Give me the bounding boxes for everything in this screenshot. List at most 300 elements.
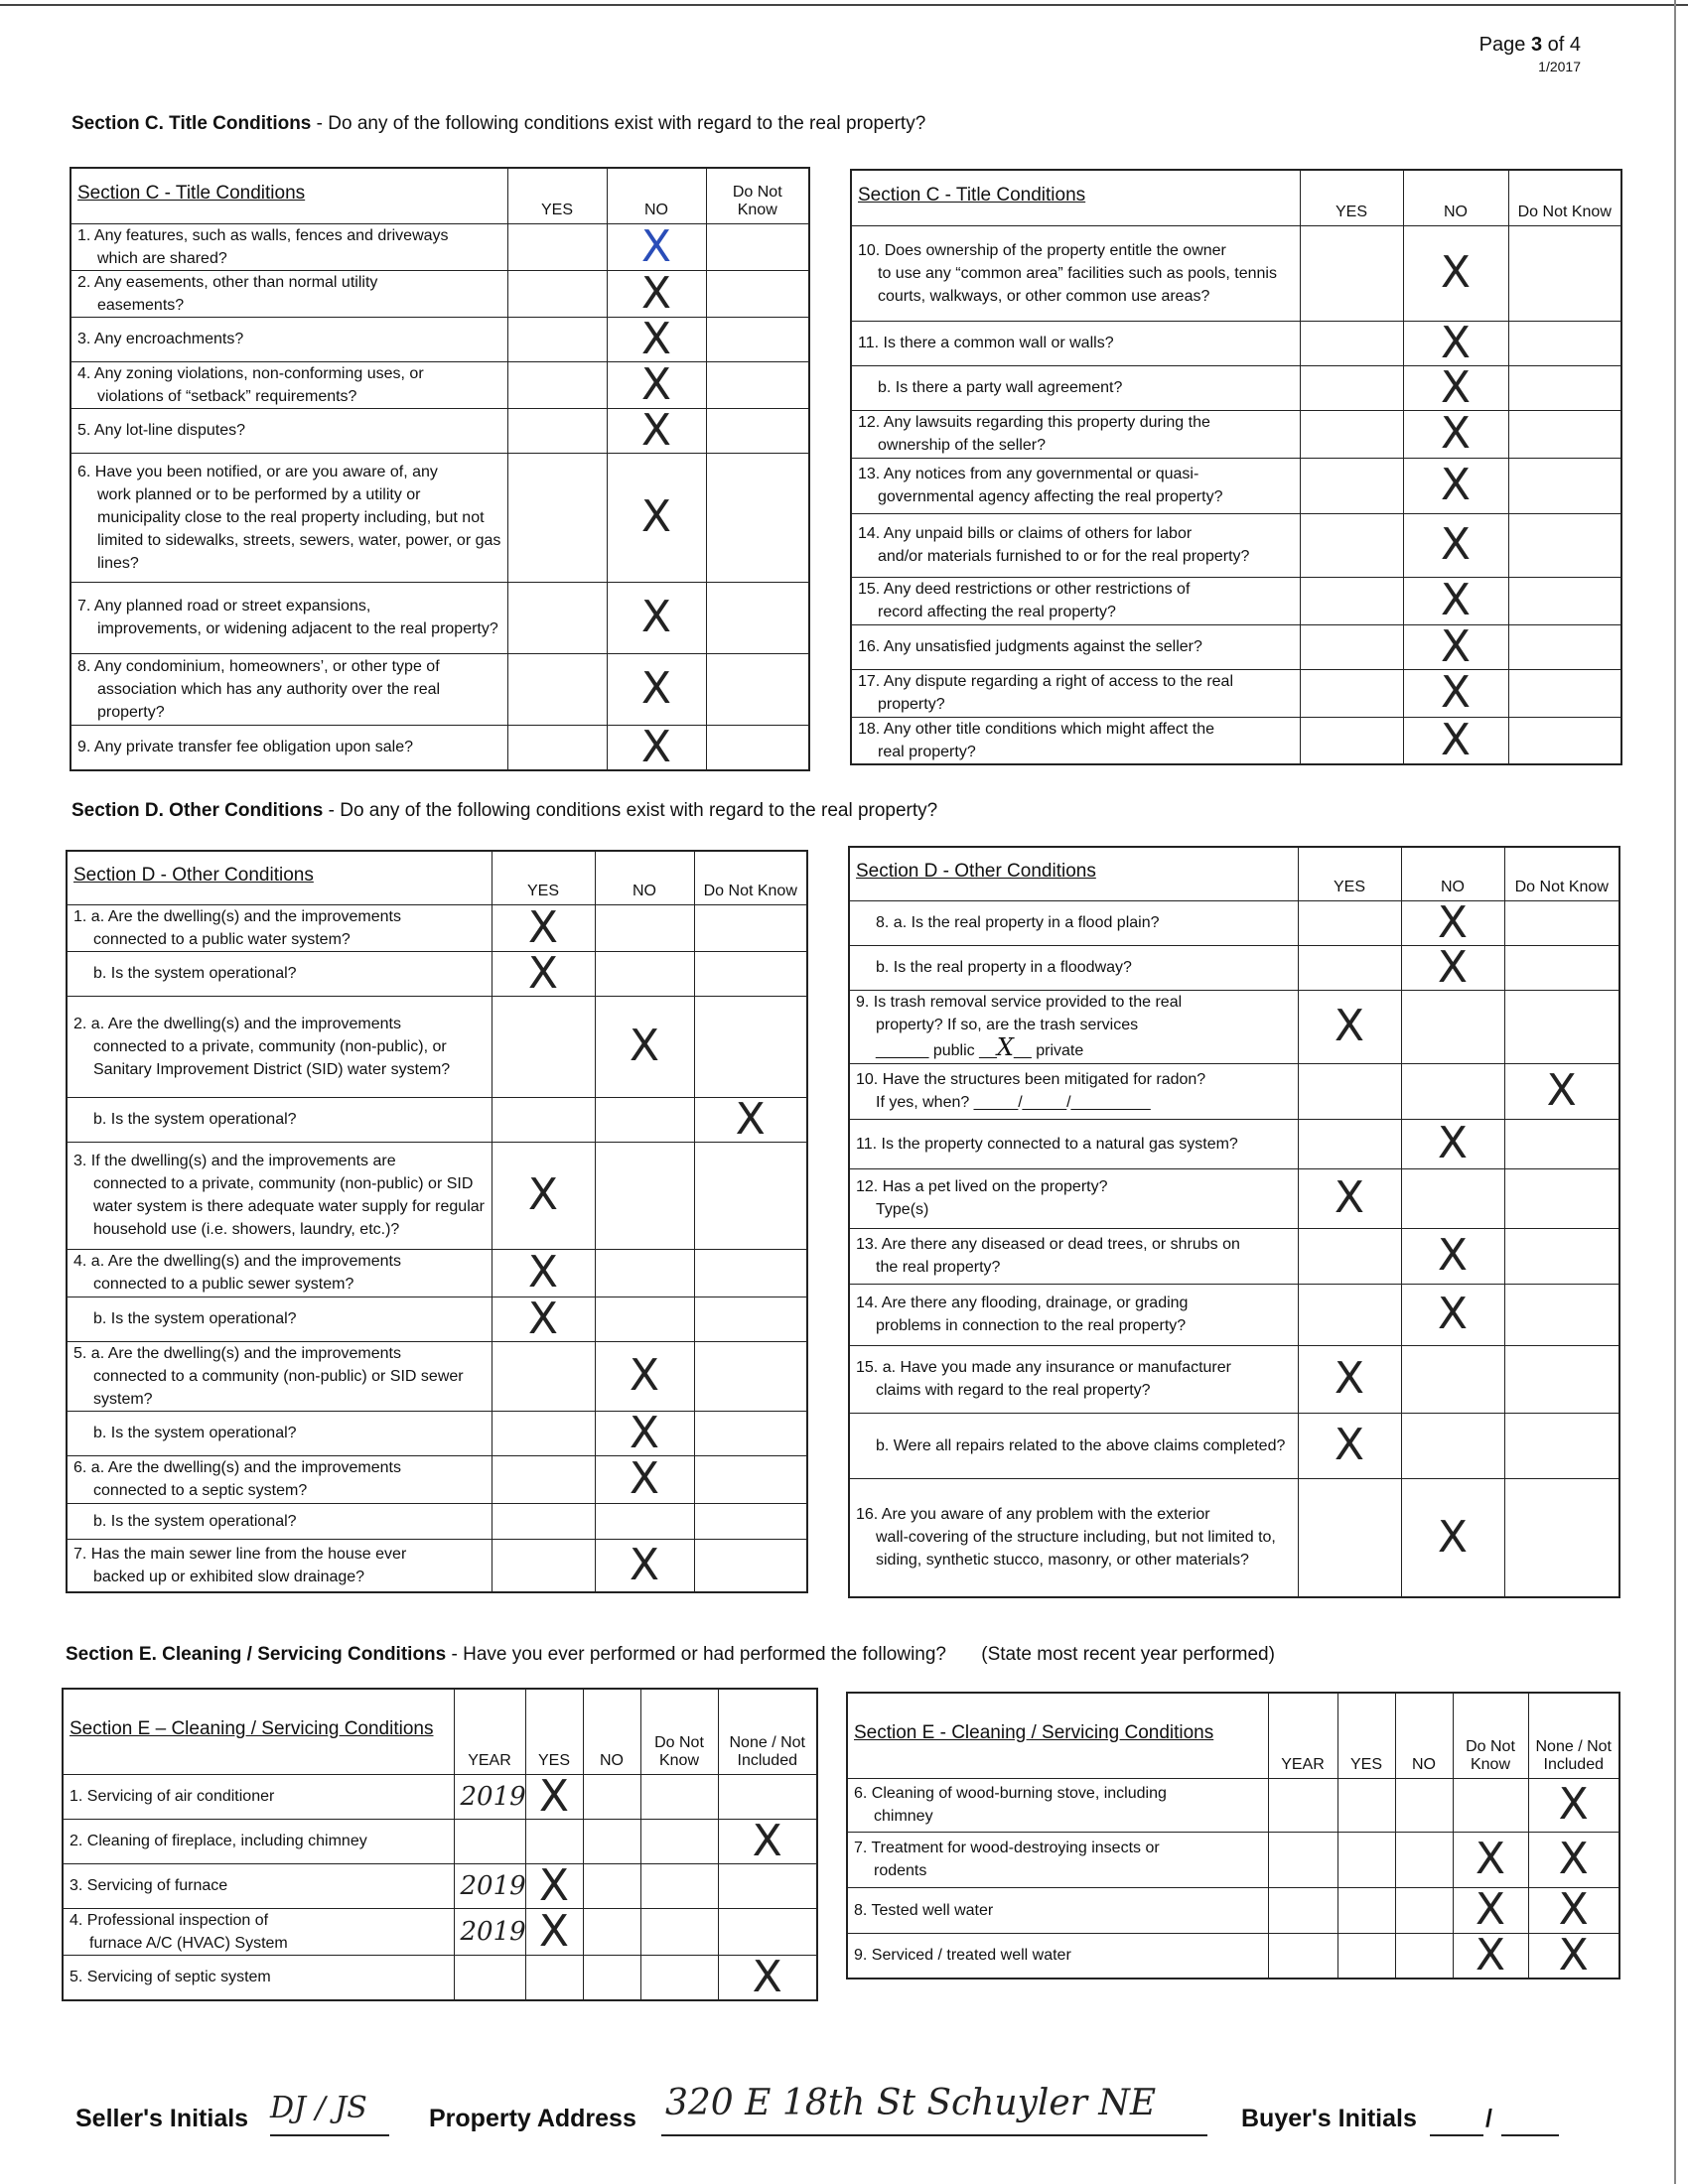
question-continuation: b. Were all repairs related to the above claims completed?	[876, 1436, 1286, 1454]
question-number-line: 3. Any encroachments?	[77, 331, 244, 347]
question-number-line: 16. Are you aware of any problem with the exterior	[856, 1506, 1210, 1524]
dnk-cell[interactable]	[706, 725, 809, 770]
none-cell[interactable]	[718, 1863, 817, 1908]
year-cell[interactable]	[1268, 1933, 1337, 1979]
question-cell	[63, 1819, 454, 1863]
dnk-cell[interactable]	[640, 1819, 718, 1863]
dnk-cell[interactable]	[1504, 1063, 1619, 1119]
no-cell[interactable]	[607, 313, 706, 364]
yes-cell[interactable]	[492, 947, 595, 999]
page-header	[1479, 34, 1581, 74]
table-header-yes: YES	[1337, 1693, 1395, 1778]
table-header-question: Section C - Title Conditions	[70, 168, 507, 223]
year-cell[interactable]: 2019	[454, 1908, 525, 1955]
no-cell[interactable]	[583, 1819, 640, 1863]
no-cell[interactable]	[595, 1503, 694, 1539]
no-cell[interactable]	[607, 653, 706, 725]
year-cell[interactable]	[1268, 1778, 1337, 1832]
yes-cell[interactable]	[1298, 1345, 1401, 1413]
year-cell[interactable]: 2019	[454, 1863, 525, 1908]
question-number-line: 13. Any notices from any governmental or quasi-	[858, 466, 1199, 482]
trash-private-mark[interactable]: X	[996, 1033, 1014, 1061]
none-cell[interactable]	[1528, 1832, 1619, 1887]
table-row	[851, 577, 1621, 624]
question-continuation: connected to a community (non-public) or SID sewer system?	[93, 1367, 464, 1408]
no-cell[interactable]	[607, 404, 706, 456]
question-number-line: 4. Any zoning violations, non-conforming uses, or	[77, 364, 424, 382]
no-cell[interactable]	[583, 1955, 640, 2000]
none-cell[interactable]	[1528, 1884, 1619, 1935]
check-mark: X	[629, 1453, 660, 1504]
question-cell	[847, 1832, 1268, 1887]
question-number-line: 9. Any private transfer fee obligation upon sale?	[77, 739, 413, 755]
year-cell[interactable]	[454, 1819, 525, 1863]
property-address-value: 320 E 18th St Schuyler NE	[665, 2083, 1157, 2123]
dnk-cell[interactable]	[1504, 1168, 1619, 1228]
yes-cell[interactable]	[525, 1905, 583, 1957]
dnk-cell[interactable]	[1508, 410, 1621, 458]
dnk-cell[interactable]	[706, 582, 809, 653]
no-cell[interactable]	[1395, 1933, 1453, 1979]
yes-cell[interactable]	[1298, 990, 1401, 1063]
question-continuation: connected to a public sewer system?	[93, 1276, 354, 1293]
yes-cell[interactable]	[1300, 669, 1403, 717]
dnk-cell[interactable]	[1508, 225, 1621, 321]
question-continuation: Type(s)	[876, 1201, 929, 1218]
no-cell[interactable]	[1401, 1168, 1504, 1228]
check-mark: X	[1440, 460, 1472, 510]
no-cell[interactable]	[1403, 714, 1508, 765]
dnk-cell[interactable]	[1504, 1284, 1619, 1345]
dnk-cell[interactable]	[1504, 1228, 1619, 1284]
question-cell	[851, 321, 1300, 365]
dnk-cell[interactable]	[1508, 624, 1621, 669]
dnk-cell[interactable]	[706, 361, 809, 408]
yes-cell[interactable]	[507, 317, 607, 361]
table-header-no: NO	[595, 851, 694, 904]
dnk-cell[interactable]	[640, 1774, 718, 1819]
question-continuation: 8. a. Is the real property in a flood plain?	[876, 914, 1160, 931]
question-continuation: association which has any authority over the real property?	[97, 680, 441, 721]
question-cell	[849, 1063, 1298, 1119]
no-cell[interactable]	[1403, 458, 1508, 513]
check-mark: X	[629, 1539, 660, 1590]
question-cell	[70, 223, 507, 270]
yes-cell[interactable]	[507, 725, 607, 770]
question-cell	[851, 410, 1300, 458]
question-continuation: connected to a private, community (non-public), or Sanitary Improvement District (SID) water system?	[93, 1037, 451, 1078]
no-cell[interactable]	[607, 220, 706, 272]
table-header-dnk: Do Not Know	[1453, 1693, 1528, 1778]
no-cell[interactable]	[607, 358, 706, 410]
no-cell[interactable]	[595, 1539, 694, 1592]
section-c-right-table	[850, 169, 1622, 765]
check-mark: X	[527, 1169, 559, 1220]
no-cell[interactable]	[595, 996, 694, 1097]
yes-cell[interactable]	[1337, 1778, 1395, 1832]
yes-cell[interactable]	[1337, 1933, 1395, 1979]
yes-cell[interactable]	[1298, 1413, 1401, 1478]
yes-cell[interactable]	[1298, 1119, 1401, 1168]
question-continuation: b. Is the system operational?	[93, 965, 297, 982]
yes-cell[interactable]	[1300, 624, 1403, 669]
yes-cell[interactable]	[507, 270, 607, 317]
dnk-cell[interactable]	[1508, 717, 1621, 764]
question-continuation: property? If so, are the trash services	[876, 1017, 1139, 1033]
none-cell[interactable]	[718, 1908, 817, 1955]
question-cell	[849, 1478, 1298, 1597]
no-cell[interactable]	[1403, 669, 1508, 717]
dnk-cell[interactable]	[694, 1341, 807, 1411]
yes-cell[interactable]	[1298, 1063, 1401, 1119]
dnk-cell[interactable]	[1453, 1832, 1528, 1887]
no-cell[interactable]	[595, 1455, 694, 1503]
no-cell[interactable]	[1403, 225, 1508, 321]
check-mark: X	[1437, 1289, 1469, 1339]
table-row	[67, 1142, 807, 1249]
question-cell	[67, 996, 492, 1097]
table-row	[70, 725, 809, 770]
yes-cell[interactable]	[507, 653, 607, 725]
question-continuation: real property?	[878, 743, 976, 760]
table-header-none: None / Not Included	[718, 1689, 817, 1774]
table-row	[849, 1063, 1619, 1119]
dnk-cell[interactable]	[694, 1093, 807, 1145]
no-cell[interactable]	[595, 951, 694, 996]
dnk-cell[interactable]	[1453, 1884, 1528, 1935]
dnk-cell[interactable]	[706, 408, 809, 453]
yes-cell[interactable]	[1337, 1887, 1395, 1933]
none-cell[interactable]	[718, 1815, 817, 1866]
year-cell[interactable]	[1268, 1832, 1337, 1887]
dnk-cell[interactable]	[1453, 1929, 1528, 1980]
question-number-line: 13. Are there any diseased or dead trees, or shrubs on	[856, 1236, 1240, 1253]
no-cell[interactable]	[1395, 1832, 1453, 1887]
yes-cell[interactable]	[1300, 513, 1403, 577]
question-cell	[67, 1297, 492, 1341]
question-number-line: 9. Serviced / treated well water	[854, 1947, 1071, 1965]
question-cell	[67, 1411, 492, 1455]
no-cell[interactable]	[1403, 361, 1508, 413]
dnk-cell[interactable]	[706, 317, 809, 361]
dnk-cell[interactable]	[1508, 513, 1621, 577]
dnk-cell[interactable]	[1504, 900, 1619, 945]
check-mark: X	[629, 1021, 660, 1071]
yes-cell[interactable]	[1300, 458, 1403, 513]
dnk-cell[interactable]	[1504, 1345, 1619, 1413]
yes-cell[interactable]	[1298, 945, 1401, 990]
question-cell	[849, 900, 1298, 945]
yes-cell[interactable]	[507, 408, 607, 453]
yes-cell[interactable]	[1298, 900, 1401, 945]
seller-initials-line	[270, 2134, 389, 2136]
table-header-dnk: Do Not Know	[694, 851, 807, 904]
table-row	[63, 1863, 817, 1908]
trash-public-blank[interactable]: ______	[876, 1042, 929, 1059]
no-cell[interactable]	[595, 1341, 694, 1411]
dnk-cell[interactable]	[1508, 577, 1621, 624]
table-row	[851, 365, 1621, 410]
dnk-cell[interactable]	[1453, 1778, 1528, 1832]
yes-cell[interactable]	[507, 361, 607, 408]
question-number-line: 7. Has the main sewer line from the house ever	[73, 1545, 407, 1563]
no-cell[interactable]	[595, 1249, 694, 1297]
table-row	[851, 624, 1621, 669]
yes-cell[interactable]	[1300, 577, 1403, 624]
table-row	[70, 408, 809, 453]
no-cell[interactable]	[1403, 317, 1508, 368]
none-cell[interactable]	[1528, 1778, 1619, 1832]
check-mark: X	[1440, 714, 1472, 765]
check-mark: X	[1440, 667, 1472, 718]
dnk-cell[interactable]	[694, 1411, 807, 1455]
table-header-yes: YES	[492, 851, 595, 904]
question-number-line: 8. Tested well water	[854, 1901, 994, 1919]
check-mark: X	[1437, 1230, 1469, 1281]
dnk-cell[interactable]	[694, 996, 807, 1097]
yes-cell[interactable]	[1300, 321, 1403, 365]
yes-cell[interactable]	[492, 1293, 595, 1344]
question-cell	[851, 717, 1300, 764]
question-continuation: the real property?	[876, 1259, 1001, 1276]
dnk-cell[interactable]	[694, 1249, 807, 1297]
year-cell[interactable]	[1268, 1887, 1337, 1933]
yes-cell[interactable]	[1300, 410, 1403, 458]
yes-cell[interactable]	[1300, 365, 1403, 410]
year-cell[interactable]: 2019	[454, 1774, 525, 1819]
dnk-cell[interactable]	[694, 904, 807, 951]
yes-cell[interactable]	[492, 901, 595, 953]
yes-cell[interactable]	[492, 1097, 595, 1142]
dnk-cell[interactable]	[694, 1455, 807, 1503]
question-cell	[849, 1284, 1298, 1345]
check-mark: X	[1475, 1929, 1506, 1980]
check-mark: X	[1475, 1884, 1506, 1935]
yes-cell[interactable]	[525, 1859, 583, 1911]
none-cell[interactable]	[718, 1951, 817, 2002]
no-cell[interactable]	[607, 582, 706, 653]
dnk-cell[interactable]	[640, 1908, 718, 1955]
question-continuation: b. Is the real property in a floodway?	[876, 959, 1132, 976]
table-row	[847, 1832, 1619, 1887]
no-cell[interactable]	[607, 721, 706, 772]
table-row	[70, 317, 809, 361]
year-cell[interactable]	[454, 1955, 525, 2000]
question-cell	[67, 1142, 492, 1249]
dnk-cell[interactable]	[706, 653, 809, 725]
no-cell[interactable]	[1395, 1887, 1453, 1933]
yes-cell[interactable]	[507, 453, 607, 582]
seller-initials-label: Seller's Initials	[75, 2105, 249, 2132]
dnk-cell[interactable]	[1508, 458, 1621, 513]
no-cell[interactable]	[595, 1297, 694, 1341]
table-row	[847, 1778, 1619, 1832]
no-cell[interactable]	[1401, 941, 1504, 993]
question-number-line: 17. Any dispute regarding a right of access to the real	[858, 673, 1234, 690]
dnk-cell[interactable]	[1504, 945, 1619, 990]
question-number-line: 6. a. Are the dwelling(s) and the improvements	[73, 1459, 401, 1476]
dnk-cell[interactable]	[640, 1955, 718, 2000]
buyer-initials-line-1	[1430, 2134, 1483, 2136]
dnk-cell[interactable]	[1504, 990, 1619, 1063]
question-number-line: 4. a. Are the dwelling(s) and the improvements	[73, 1253, 401, 1270]
question-continuation: to use any “common area” facilities such as pools, tennis courts, walkways, or other common use areas?	[878, 264, 1277, 305]
no-cell[interactable]	[1401, 990, 1504, 1063]
table-header-no: NO	[1395, 1693, 1453, 1778]
yes-cell[interactable]	[1298, 1478, 1401, 1597]
dnk-cell[interactable]	[694, 1297, 807, 1341]
check-mark: X	[1437, 941, 1469, 993]
dnk-cell[interactable]	[694, 1503, 807, 1539]
no-cell[interactable]	[595, 1097, 694, 1142]
no-cell[interactable]	[1401, 1119, 1504, 1168]
yes-cell[interactable]	[1300, 717, 1403, 764]
none-cell[interactable]	[1528, 1929, 1619, 1980]
no-cell[interactable]	[1403, 620, 1508, 672]
no-cell[interactable]	[595, 904, 694, 951]
check-mark: X	[1440, 408, 1472, 459]
check-mark: X	[1334, 1001, 1365, 1051]
question-number-line: 1. a. Are the dwelling(s) and the improvements	[73, 907, 401, 925]
question-number-line: 10. Does ownership of the property entitle the owner	[858, 241, 1226, 259]
yes-cell[interactable]	[1300, 225, 1403, 321]
check-mark: X	[752, 1815, 782, 1866]
yes-cell[interactable]	[492, 1455, 595, 1503]
dnk-cell[interactable]	[706, 453, 809, 582]
question-number-line: 6. Have you been notified, or are you aware of, any	[77, 463, 438, 480]
no-cell[interactable]	[1401, 1478, 1504, 1597]
no-cell[interactable]	[1403, 577, 1508, 624]
check-mark: X	[1475, 1834, 1506, 1884]
yes-cell[interactable]	[492, 1142, 595, 1249]
yes-cell[interactable]	[525, 1955, 583, 2000]
yes-cell[interactable]	[492, 1341, 595, 1411]
no-cell[interactable]	[1401, 896, 1504, 948]
check-mark: X	[640, 592, 672, 642]
yes-cell[interactable]	[1298, 1168, 1401, 1228]
question-cell	[851, 513, 1300, 577]
yes-cell[interactable]	[1337, 1832, 1395, 1887]
dnk-cell[interactable]	[1508, 669, 1621, 717]
dnk-cell[interactable]	[1508, 365, 1621, 410]
question-number-line: 2. a. Are the dwelling(s) and the improvements	[73, 1015, 401, 1032]
no-cell[interactable]	[595, 1142, 694, 1249]
question-number-line: 3. If the dwelling(s) and the improvements are	[73, 1153, 396, 1169]
yes-cell[interactable]	[492, 1503, 595, 1539]
check-mark: X	[527, 947, 559, 999]
no-cell[interactable]	[1395, 1778, 1453, 1832]
table-row	[849, 1119, 1619, 1168]
no-cell[interactable]	[583, 1908, 640, 1955]
yes-cell[interactable]	[492, 1411, 595, 1455]
no-cell[interactable]	[607, 267, 706, 319]
yes-cell[interactable]	[507, 582, 607, 653]
trash-options: ______ public __X__ private	[876, 1033, 1084, 1061]
question-number-line: 2. Cleaning of fireplace, including chimney	[70, 1833, 367, 1849]
table-row	[67, 1455, 807, 1503]
dnk-cell[interactable]	[694, 951, 807, 996]
no-cell[interactable]	[1401, 1063, 1504, 1119]
section-c-left-table	[70, 167, 810, 771]
dnk-cell[interactable]	[706, 270, 809, 317]
question-continuation: connected to a public water system?	[93, 930, 351, 948]
yes-cell[interactable]	[492, 1539, 595, 1592]
no-cell[interactable]	[1401, 1345, 1504, 1413]
dnk-cell[interactable]	[694, 1539, 807, 1592]
question-number-line: 5. a. Are the dwelling(s) and the improvements	[73, 1344, 401, 1362]
table-row	[847, 1887, 1619, 1933]
table-header-dnk: Do Not Know	[1504, 847, 1619, 900]
table-row	[63, 1819, 817, 1863]
table-header-yes: YES	[525, 1689, 583, 1774]
yes-cell[interactable]	[507, 223, 607, 270]
no-cell[interactable]	[1401, 1413, 1504, 1478]
table-row	[851, 410, 1621, 458]
no-cell[interactable]	[1403, 410, 1508, 458]
table-header-yes: YES	[507, 168, 607, 223]
table-row	[849, 900, 1619, 945]
dnk-cell[interactable]	[1504, 1413, 1619, 1478]
question-cell	[851, 365, 1300, 410]
question-cell	[70, 582, 507, 653]
section-e-left-table	[62, 1688, 818, 2001]
table-header-none: None / Not Included	[1528, 1693, 1619, 1778]
dnk-cell[interactable]	[694, 1142, 807, 1249]
question-cell	[851, 624, 1300, 669]
no-cell[interactable]	[595, 1407, 694, 1458]
no-cell[interactable]	[1401, 1228, 1504, 1284]
table-row	[849, 1478, 1619, 1597]
none-cell[interactable]	[718, 1774, 817, 1819]
right-border	[1674, 0, 1676, 2184]
yes-cell[interactable]	[1298, 1284, 1401, 1345]
check-mark: X	[538, 1905, 570, 1957]
table-row	[849, 1413, 1619, 1478]
yes-cell[interactable]	[525, 1819, 583, 1863]
table-row	[67, 1297, 807, 1341]
question-number-line: 8. Any condominium, homeowners’, or other type of	[77, 657, 440, 675]
question-number-line: 5. Any lot-line disputes?	[77, 422, 245, 439]
yes-cell[interactable]	[492, 996, 595, 1097]
yes-cell[interactable]	[525, 1770, 583, 1822]
question-number-line: 12. Any lawsuits regarding this property during the	[858, 414, 1210, 431]
table-row	[63, 1908, 817, 1955]
dnk-cell[interactable]	[706, 223, 809, 270]
dnk-cell[interactable]	[1504, 1478, 1619, 1597]
section-d-heading: Section D. Other Conditions - Do any of the following conditions exist with regard to the real property?	[71, 800, 938, 821]
no-cell[interactable]	[583, 1774, 640, 1819]
table-row	[67, 1249, 807, 1297]
question-cell	[63, 1955, 454, 2000]
dnk-cell[interactable]	[640, 1863, 718, 1908]
dnk-cell[interactable]	[1508, 321, 1621, 365]
no-cell[interactable]	[583, 1863, 640, 1908]
table-row	[67, 1341, 807, 1411]
question-cell	[67, 1249, 492, 1297]
table-row	[70, 653, 809, 725]
yes-cell[interactable]	[1298, 1228, 1401, 1284]
check-mark: X	[1440, 519, 1472, 570]
dnk-cell[interactable]	[1504, 1119, 1619, 1168]
check-mark: X	[752, 1951, 782, 2002]
section-d-left-table	[66, 850, 808, 1593]
no-cell[interactable]	[1401, 1284, 1504, 1345]
question-continuation: connected to a private, community (non-public) or SID water system is there adequate water supply for regular household use (i.e. showers, laundry, etc.)?	[93, 1175, 485, 1238]
no-cell[interactable]	[607, 453, 706, 582]
section-e-right-table	[846, 1692, 1620, 1979]
yes-cell[interactable]	[492, 1249, 595, 1297]
no-cell[interactable]	[1403, 513, 1508, 577]
